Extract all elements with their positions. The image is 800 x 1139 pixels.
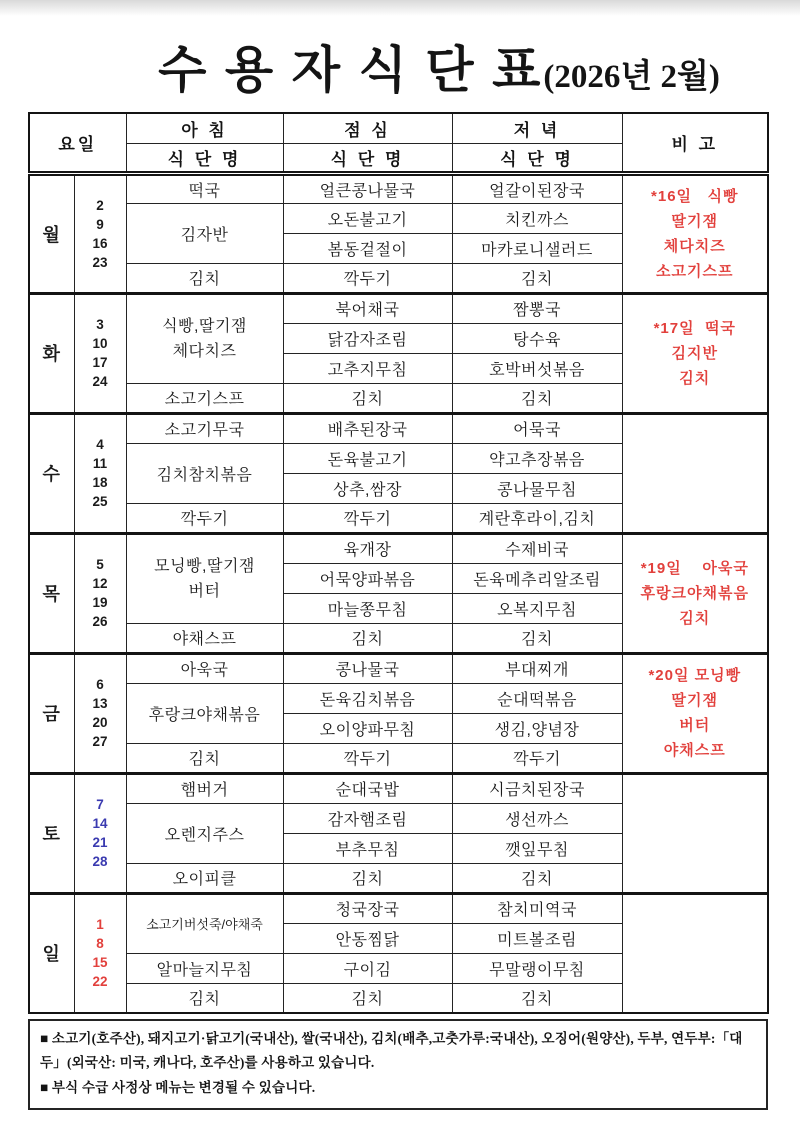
dinner-item: 김치	[452, 383, 622, 413]
scan-artifact	[0, 0, 800, 16]
day-block-thu	[29, 533, 768, 653]
lunch-item: 마늘쫑무침	[283, 593, 452, 623]
date-list: 5 12 19 26	[74, 533, 126, 653]
lunch-item: 배추된장국	[283, 413, 452, 443]
date-list: 7 14 21 28	[74, 773, 126, 893]
note-cell: *17일 떡국 김지반 김치	[622, 293, 768, 413]
dinner-item: 콩나물무침	[452, 473, 622, 503]
lunch-item: 얼큰콩나물국	[283, 173, 452, 203]
breakfast-item: 오이피클	[126, 863, 283, 893]
day-label: 월	[29, 173, 74, 293]
breakfast-item: 소고기버섯죽/야채죽	[126, 893, 283, 953]
lunch-item: 김치	[283, 863, 452, 893]
breakfast-item: 소고기스프	[126, 383, 283, 413]
breakfast-item: 떡국	[126, 173, 283, 203]
date-list: 3 10 17 24	[74, 293, 126, 413]
breakfast-item: 김치	[126, 983, 283, 1013]
dinner-item: 마카로니샐러드	[452, 233, 622, 263]
footnote-origin: ■ 소고기(호주산), 돼지고기·닭고기(국내산), 쌀(국내산), 김치(배추,고춧가루:국내산), 오징어(원양산), 두부, 연두부:「대두」(외국산: 미국, 캐나다, 호주산)를 사용하고 있습니다.	[40, 1031, 743, 1071]
dinner-item: 탕수육	[452, 323, 622, 353]
lunch-item: 오돈불고기	[283, 203, 452, 233]
breakfast-item: 모닝빵,딸기잼 버터	[126, 533, 283, 623]
note-cell	[622, 773, 768, 893]
date-list: 6 13 20 27	[74, 653, 126, 773]
day-block-fri	[29, 653, 768, 773]
dinner-item: 무말랭이무침	[452, 953, 622, 983]
col-header-notes: 비 고	[622, 113, 768, 173]
lunch-item: 돈육불고기	[283, 443, 452, 473]
dinner-item: 참치미역국	[452, 893, 622, 923]
day-label: 일	[29, 893, 74, 1013]
footnote-box	[28, 1019, 768, 1110]
day-label: 목	[29, 533, 74, 653]
day-label: 금	[29, 653, 74, 773]
dinner-item: 김치	[452, 263, 622, 293]
dinner-item: 짬뽕국	[452, 293, 622, 323]
dinner-item: 김치	[452, 863, 622, 893]
day-block-sun	[29, 893, 768, 1013]
lunch-item: 육개장	[283, 533, 452, 563]
lunch-item: 닭감자조림	[283, 323, 452, 353]
lunch-item: 상추,쌈장	[283, 473, 452, 503]
lunch-item: 구이김	[283, 953, 452, 983]
day-label: 토	[29, 773, 74, 893]
lunch-item: 어묵양파볶음	[283, 563, 452, 593]
dinner-item: 수제비국	[452, 533, 622, 563]
dinner-item: 생김,양념장	[452, 713, 622, 743]
dinner-item: 김치	[452, 983, 622, 1013]
dinner-item: 부대찌개	[452, 653, 622, 683]
lunch-item: 안동찜닭	[283, 923, 452, 953]
dinner-item: 깍두기	[452, 743, 622, 773]
col-header-dinner: 저 녁	[452, 113, 622, 143]
breakfast-item: 햄버거	[126, 773, 283, 803]
dinner-item: 오복지무침	[452, 593, 622, 623]
note-cell: *16일 식빵 딸기잼 체다치즈 소고기스프	[622, 173, 768, 293]
dinner-item: 어묵국	[452, 413, 622, 443]
dinner-item: 계란후라이,김치	[452, 503, 622, 533]
title-main: 수 용 자 식 단 표	[158, 42, 544, 98]
footnote-change: ■ 부식 수급 사정상 메뉴는 변경될 수 있습니다.	[40, 1079, 316, 1095]
note-cell: *19일 아욱국 후랑크야채볶음 김치	[622, 533, 768, 653]
breakfast-item: 소고기무국	[126, 413, 283, 443]
subheader-menu-dinner: 식 단 명	[452, 143, 622, 173]
breakfast-item: 김치참치볶음	[126, 443, 283, 503]
lunch-item: 북어채국	[283, 293, 452, 323]
day-label: 수	[29, 413, 74, 533]
breakfast-item: 김치	[126, 263, 283, 293]
dinner-item: 깻잎무침	[452, 833, 622, 863]
lunch-item: 콩나물국	[283, 653, 452, 683]
breakfast-item: 알마늘지무침	[126, 953, 283, 983]
day-block-mon	[29, 173, 768, 293]
subheader-menu-breakfast: 식 단 명	[126, 143, 283, 173]
breakfast-item: 아욱국	[126, 653, 283, 683]
lunch-item: 감자햄조림	[283, 803, 452, 833]
breakfast-item: 오렌지주스	[126, 803, 283, 863]
col-header-breakfast: 아 침	[126, 113, 283, 143]
day-block-tue	[29, 293, 768, 413]
note-cell: *20일 모닝빵 딸기잼 버터 야채스프	[622, 653, 768, 773]
dinner-item: 시금치된장국	[452, 773, 622, 803]
lunch-item: 깍두기	[283, 503, 452, 533]
lunch-item: 순대국밥	[283, 773, 452, 803]
dinner-item: 생선까스	[452, 803, 622, 833]
dinner-item: 얼갈이된장국	[452, 173, 622, 203]
dinner-item: 김치	[452, 623, 622, 653]
lunch-item: 김치	[283, 623, 452, 653]
day-label: 화	[29, 293, 74, 413]
col-header-lunch: 점 심	[283, 113, 452, 143]
subheader-menu-lunch: 식 단 명	[283, 143, 452, 173]
day-block-sat	[29, 773, 768, 893]
day-block-wed	[29, 413, 768, 533]
note-cell	[622, 413, 768, 533]
lunch-item: 깍두기	[283, 263, 452, 293]
breakfast-item: 야채스프	[126, 623, 283, 653]
lunch-item: 깍두기	[283, 743, 452, 773]
lunch-item: 오이양파무침	[283, 713, 452, 743]
breakfast-item: 김치	[126, 743, 283, 773]
page-title	[0, 0, 800, 110]
lunch-item: 부추무침	[283, 833, 452, 863]
dinner-item: 약고추장볶음	[452, 443, 622, 473]
breakfast-item: 후랑크야채볶음	[126, 683, 283, 743]
dinner-item: 미트볼조림	[452, 923, 622, 953]
breakfast-item: 깍두기	[126, 503, 283, 533]
breakfast-item: 김자반	[126, 203, 283, 263]
dinner-item: 호박버섯볶음	[452, 353, 622, 383]
date-list: 2 9 16 23	[74, 173, 126, 293]
lunch-item: 김치	[283, 983, 452, 1013]
col-header-day: 요일	[29, 113, 126, 173]
lunch-item: 김치	[283, 383, 452, 413]
dinner-item: 돈육메추리알조림	[452, 563, 622, 593]
breakfast-item: 식빵,딸기잼 체다치즈	[126, 293, 283, 383]
dinner-item: 순대떡볶음	[452, 683, 622, 713]
date-list: 4 11 18 25	[74, 413, 126, 533]
lunch-item: 봄동겉절이	[283, 233, 452, 263]
date-list: 1 8 15 22	[74, 893, 126, 1013]
note-cell	[622, 893, 768, 1013]
meal-plan-table	[28, 112, 769, 1014]
lunch-item: 청국장국	[283, 893, 452, 923]
lunch-item: 고추지무침	[283, 353, 452, 383]
table-header	[29, 113, 768, 173]
title-period: (2026년 2월)	[543, 59, 720, 95]
lunch-item: 돈육김치볶음	[283, 683, 452, 713]
dinner-item: 치킨까스	[452, 203, 622, 233]
